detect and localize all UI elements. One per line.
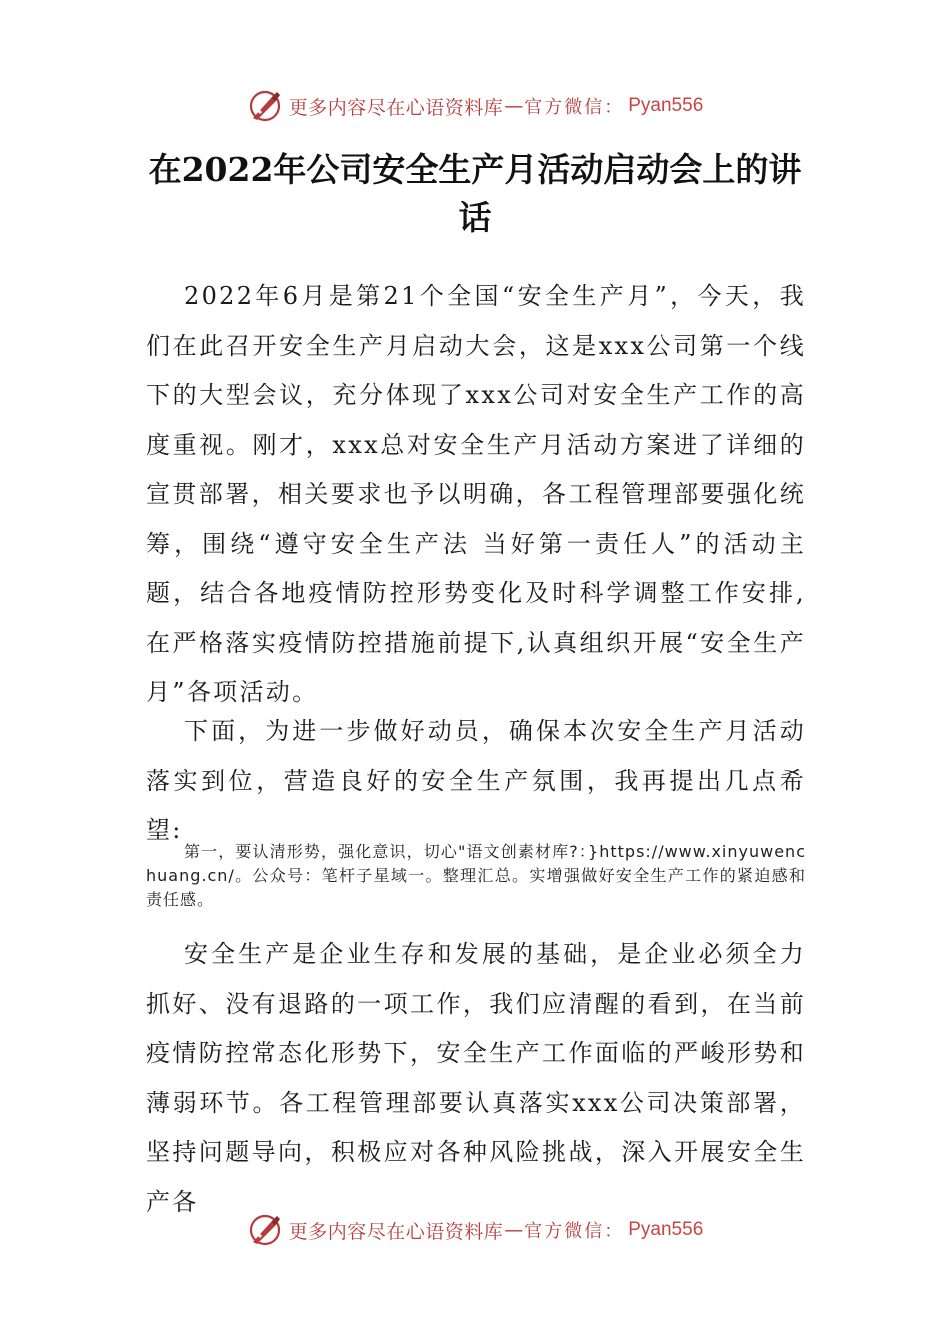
pen-nib-circle-icon (247, 1212, 283, 1248)
watermark-official-label: 官方微信： (524, 97, 625, 118)
watermark-dash: — (504, 1219, 524, 1241)
watermark-footer (0, 1208, 950, 1252)
paragraph-safety-foundation: 安全生产是企业生存和发展的基础，是企业必须全力抓好、没有退路的一项工作，我们应清醒的看到，在当前疫情防控常态化形势下，安全生产工作面临的严峻形势和薄弱环节。各工程管理部要认真落实xxx公司决策部署，坚持问题导向，积极应对各种风险挑战，深入开展安全生产各 (146, 940, 806, 1216)
watermark-main-text: 更多内容尽在心语资料库 (288, 96, 504, 119)
watermark-main-text: 更多内容尽在心语资料库 (288, 1220, 504, 1243)
watermark-header (0, 84, 950, 128)
watermark-dash: — (504, 95, 524, 117)
watermark-wechat-id: Pyan556 (628, 1219, 704, 1240)
pen-nib-circle-icon (247, 88, 283, 124)
watermark-official-label: 官方微信： (524, 1221, 625, 1242)
watermark-wechat-id: Pyan556 (628, 95, 704, 116)
paragraph-point-one: 第一，要认清形势，强化意识，切心"语文创素材库?：}https://www.xinyuwenchuang.cn/。公众号：笔杆子星域一。整理汇总。实增强做好安全生产工作的紧迫感和责任感。 (146, 842, 806, 909)
document-title: 在2022年公司安全生产月活动启动会上的讲话 (148, 150, 802, 237)
paragraph-mobilization: 下面，为进一步做好动员，确保本次安全生产月活动落实到位，营造良好的安全生产氛围，我再提出几点希望: (146, 717, 806, 844)
paragraph-intro: 2022年6月是第21个全国“安全生产月”，今天，我们在此召开安全生产月启动大会，这是xxx公司第一个线下的大型会议，充分体现了xxx公司对安全生产工作的高度重视。刚才，xxx总对安全生产月活动方案进了详细的宣贯部署，相关要求也予以明确，各工程管理部要强化统筹，围绕“遵守安全生产法 当好第一责任人”的活动主题，结合各地疫情防控形势变化及时科学调整工作安排,在严格落实疫情防控措施前提下,认真组织开展“安全生产月”各项活动。 (146, 282, 806, 706)
